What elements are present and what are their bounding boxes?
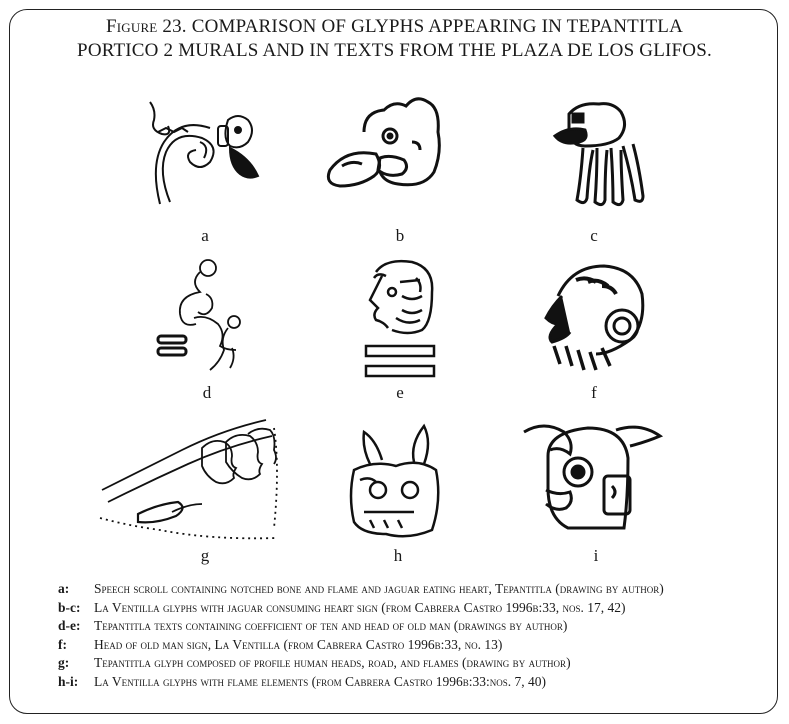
caption-key: d-e: <box>58 618 81 633</box>
glyph-label-c: c <box>590 226 598 245</box>
caption-key: h-i: <box>58 673 79 689</box>
flame-element-glyph <box>340 420 455 548</box>
old-man-head-glyph <box>532 256 662 384</box>
glyph-label-i: i <box>593 546 599 565</box>
old-man-head-ten-bars-glyph <box>336 252 466 380</box>
caption-text: Head of old man sign, La Ventilla (from Cabrera Castro 1996b:33, no. 13) <box>94 636 503 652</box>
glyph-label-b: b <box>395 226 405 245</box>
caption-key: g: <box>58 655 70 670</box>
caption-text: Tepantitla texts containing coefficient of ten and head of old man (drawings by author) <box>94 618 568 633</box>
caption-item <box>58 617 758 636</box>
glyph-label-d: d <box>202 383 212 402</box>
caption-item <box>58 673 758 692</box>
caption-list <box>58 580 758 691</box>
jaguar-heart-streams-glyph <box>533 92 663 220</box>
caption-item <box>58 636 758 655</box>
caption-item <box>58 580 758 599</box>
caption-item <box>58 599 758 618</box>
figure-title-line2: PORTICO 2 MURALS AND IN TEXTS FROM THE PLAZA DE LOS GLIFOS. <box>77 40 712 61</box>
glyph-label-h: h <box>393 546 403 565</box>
caption-text: Tepantitla glyph composed of profile human heads, road, and flames (drawing by author) <box>94 655 571 670</box>
caption-item <box>58 654 758 673</box>
caption-key: a: <box>58 581 70 596</box>
figure-title-line1: 23. COMPARISON OF GLYPHS APPEARING IN TEPANTITLA <box>162 16 684 37</box>
speech-scroll-jaguar-glyph <box>140 92 270 220</box>
caption-key: b-c: <box>58 599 81 615</box>
figure-title-prefix: Figure <box>105 16 158 37</box>
figure-with-coefficient-ten-glyph <box>148 252 278 380</box>
flame-element-eye-glyph <box>516 416 676 544</box>
glyph-label-e: e <box>396 383 404 402</box>
glyph-label-a: a <box>201 226 209 245</box>
caption-text: La Ventilla glyphs with jaguar consuming heart sign (from Cabrera Castro 1996b:33, nos. 17, 42) <box>94 599 626 615</box>
glyph-label-g: g <box>200 546 210 565</box>
caption-key: f: <box>58 636 67 652</box>
figure-title <box>0 15 789 63</box>
glyph-label-f: f <box>591 383 597 402</box>
jaguar-consuming-heart-glyph <box>320 92 450 220</box>
caption-text: Speech scroll containing notched bone and flame and jaguar eating heart, Tepantitla (drawing by author) <box>94 581 664 596</box>
profile-heads-road-flames-glyph <box>98 418 283 546</box>
caption-text: La Ventilla glyphs with flame elements (from Cabrera Castro 1996b:33:nos. 7, 40) <box>94 673 546 689</box>
